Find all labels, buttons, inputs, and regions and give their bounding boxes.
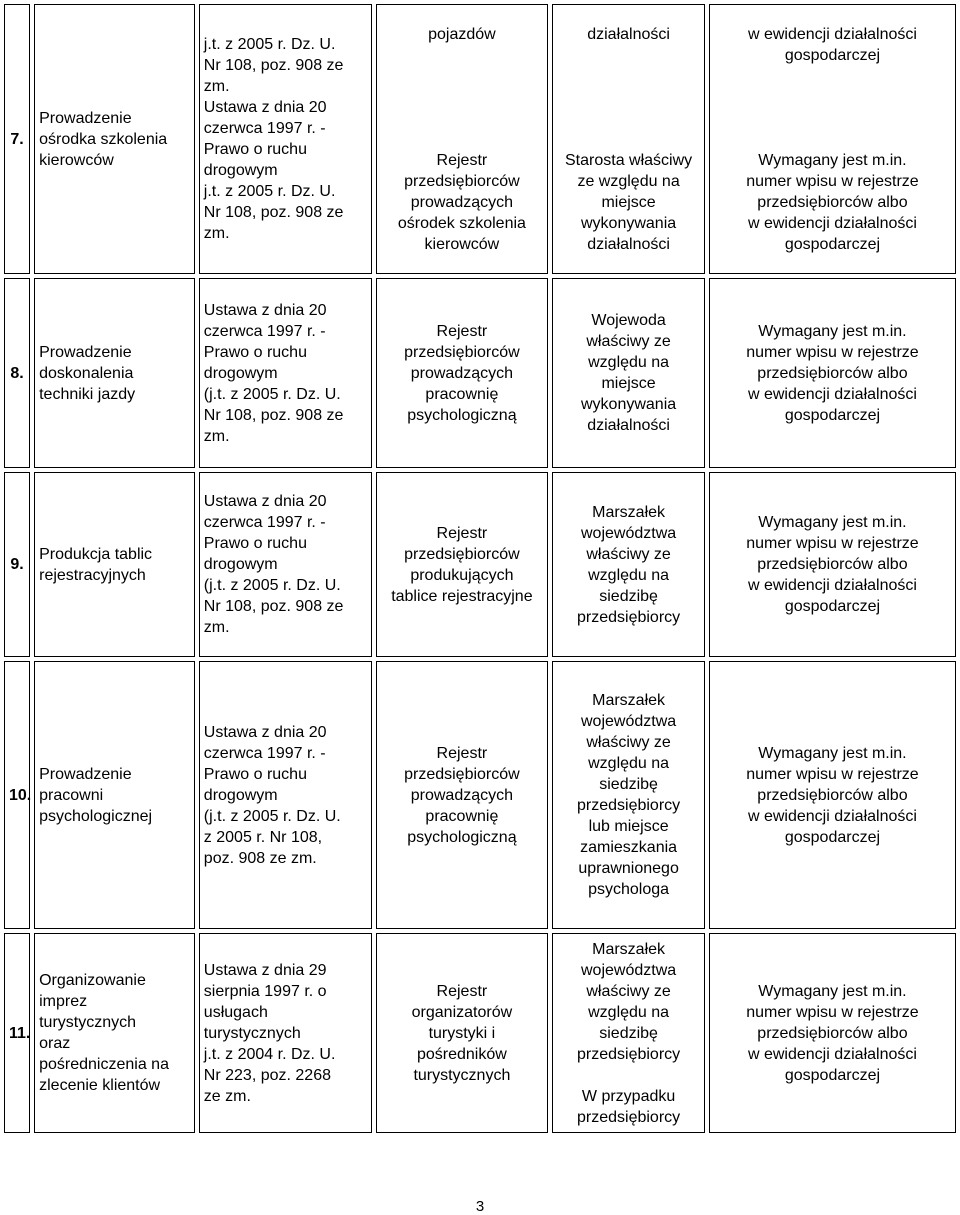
table-row: [4, 661, 956, 929]
table-row: [4, 4, 956, 274]
requirements-cell: Wymagany jest m.in. numer wpisu w rejestrze przedsiębiorców albo w ewidencji działalności gospodarczej: [709, 472, 956, 657]
table-body: [4, 4, 956, 1133]
register-cell: pojazdów Rejestr przedsiębiorców prowadzących ośrodek szkolenia kierowców: [376, 4, 549, 274]
authority-cell: Wojewoda właściwy ze względu na miejsce wykonywania działalności: [552, 278, 705, 468]
table-row: [4, 933, 956, 1133]
legal-basis-cell: j.t. z 2005 r. Dz. U. Nr 108, poz. 908 ze zm. Ustawa z dnia 20 czerwca 1997 r. - Prawo o ruchu drogowym j.t. z 2005 r. Dz. U. Nr 108, poz. 908 ze zm.: [199, 4, 372, 274]
authority-cell: Marszałek województwa właściwy ze względu na siedzibę przedsiębiorcy: [552, 472, 705, 657]
activity-cell: Prowadzenie ośrodka szkolenia kierowców: [34, 4, 195, 274]
row-number: 7.: [4, 4, 30, 274]
activity-cell: Organizowanie imprez turystycznych oraz pośredniczenia na zlecenie klientów: [34, 933, 195, 1133]
requirements-cell: Wymagany jest m.in. numer wpisu w rejestrze przedsiębiorców albo w ewidencji działalności gospodarczej: [709, 933, 956, 1133]
legal-basis-cell: Ustawa z dnia 20 czerwca 1997 r. - Prawo o ruchu drogowym (j.t. z 2005 r. Dz. U. Nr 108, poz. 908 ze zm.: [199, 278, 372, 468]
page-number: 3: [475, 1198, 485, 1215]
register-cell: Rejestr organizatorów turystyki i pośredników turystycznych: [376, 933, 549, 1133]
register-cell: Rejestr przedsiębiorców produkujących tablice rejestracyjne: [376, 472, 549, 657]
requirements-cell: Wymagany jest m.in. numer wpisu w rejestrze przedsiębiorców albo w ewidencji działalności gospodarczej: [709, 278, 956, 468]
register-cell: Rejestr przedsiębiorców prowadzących pracownię psychologiczną: [376, 278, 549, 468]
authority-cell: Marszałek województwa właściwy ze względu na siedzibę przedsiębiorcy W przypadku przedsiębiorcy: [552, 933, 705, 1133]
requirements-cell: Wymagany jest m.in. numer wpisu w rejestrze przedsiębiorców albo w ewidencji działalności gospodarczej: [709, 661, 956, 929]
row-number: 11.: [4, 933, 30, 1133]
requirements-cell: w ewidencji działalności gospodarczej Wymagany jest m.in. numer wpisu w rejestrze przedsiębiorców albo w ewidencji działalności gospodarczej: [709, 4, 956, 274]
register-cell: Rejestr przedsiębiorców prowadzących pracownię psychologiczną: [376, 661, 549, 929]
table-row: [4, 278, 956, 468]
activity-cell: Prowadzenie doskonalenia techniki jazdy: [34, 278, 195, 468]
authority-cell: Marszałek województwa właściwy ze względu na siedzibę przedsiębiorcy lub miejsce zamieszkania uprawnionego psychologa: [552, 661, 705, 929]
legal-basis-cell: Ustawa z dnia 20 czerwca 1997 r. - Prawo o ruchu drogowym (j.t. z 2005 r. Dz. U. z 2005 r. Nr 108, poz. 908 ze zm.: [199, 661, 372, 929]
legal-basis-cell: Ustawa z dnia 20 czerwca 1997 r. - Prawo o ruchu drogowym (j.t. z 2005 r. Dz. U. Nr 108, poz. 908 ze zm.: [199, 472, 372, 657]
activity-cell: Produkcja tablic rejestracyjnych: [34, 472, 195, 657]
table-row: [4, 472, 956, 657]
row-number: 10.: [4, 661, 30, 929]
authority-cell: działalności Starosta właściwy ze względu na miejsce wykonywania działalności: [552, 4, 705, 274]
activity-cell: Prowadzenie pracowni psychologicznej: [34, 661, 195, 929]
row-number: 8.: [4, 278, 30, 468]
legal-basis-cell: Ustawa z dnia 29 sierpnia 1997 r. o usługach turystycznych j.t. z 2004 r. Dz. U. Nr 223, poz. 2268 ze zm.: [199, 933, 372, 1133]
row-number: 9.: [4, 472, 30, 657]
